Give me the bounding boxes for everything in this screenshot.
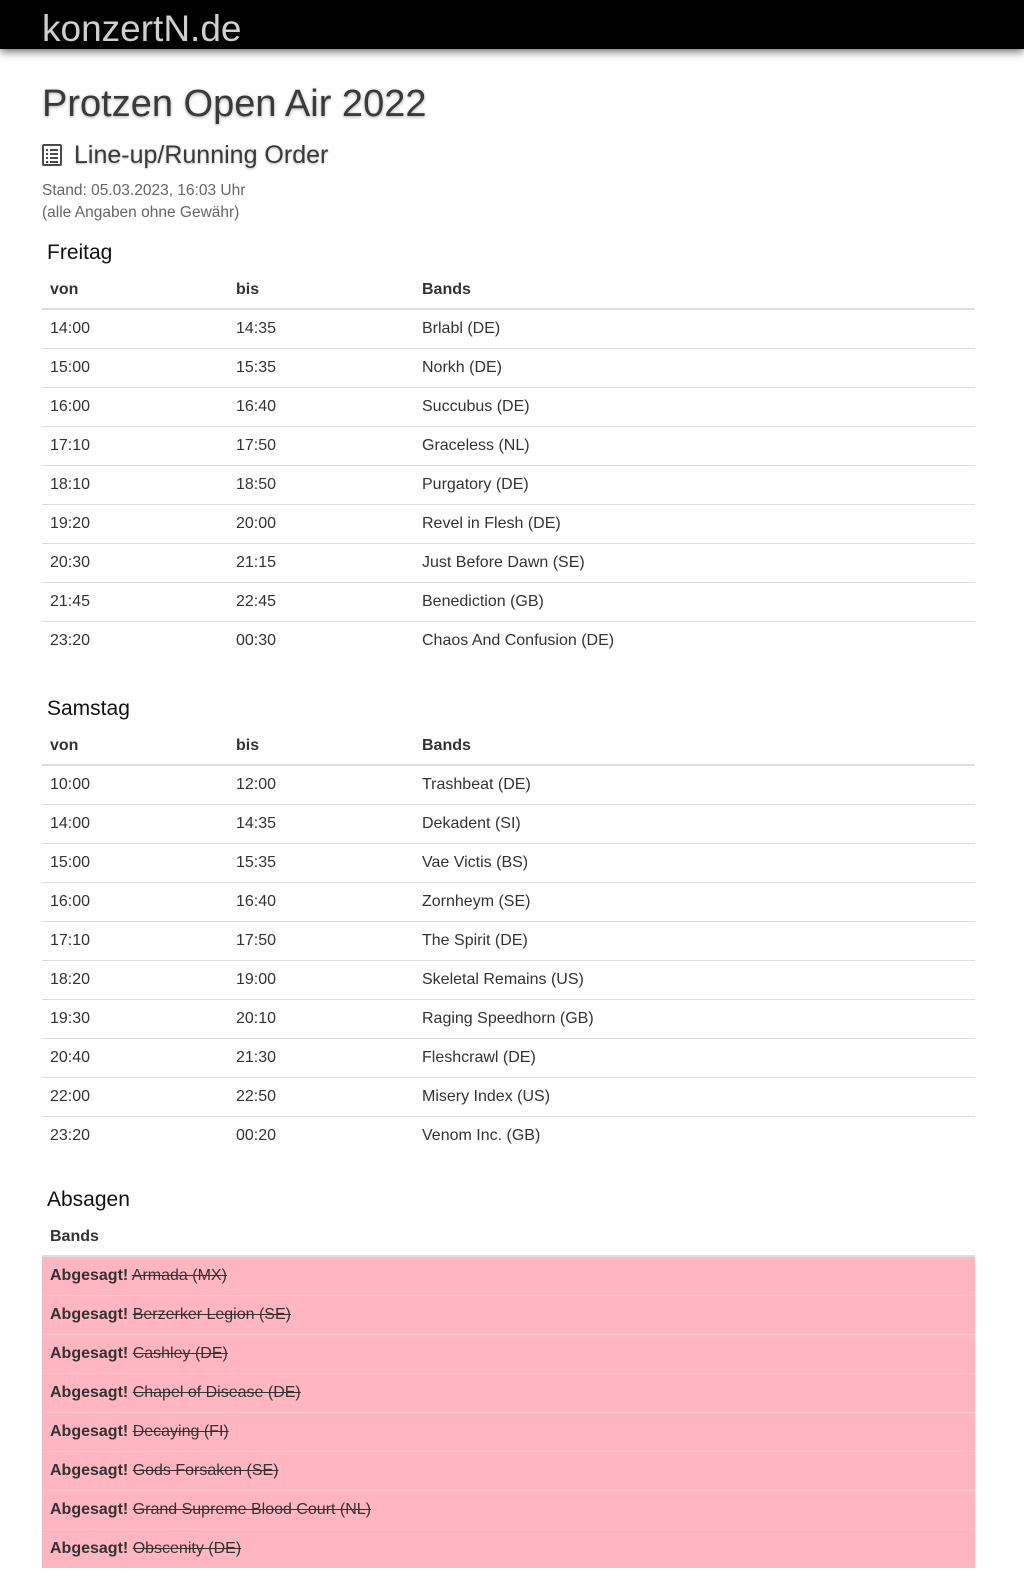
- cell-von: 20:30: [42, 544, 228, 583]
- cell-bis: 14:35: [228, 805, 414, 844]
- table-row: [42, 765, 975, 805]
- column-header-bands: Bands: [414, 272, 975, 309]
- cancelled-label: Abgesagt!: [50, 1267, 129, 1284]
- cancellation-row: [42, 1530, 975, 1569]
- cell-band: Brlabl (DE): [422, 320, 501, 337]
- cell-bis: 15:35: [228, 844, 414, 883]
- cell-von: 22:00: [42, 1078, 228, 1117]
- table-header-row: [42, 728, 975, 765]
- cell-von: 16:00: [42, 883, 228, 922]
- table-row: [42, 1117, 975, 1156]
- cell-von: 19:30: [42, 1000, 228, 1039]
- day-title-samstag: Samstag: [47, 697, 130, 720]
- cell-bis: 22:45: [228, 583, 414, 622]
- cancellation-cell: [42, 1452, 975, 1491]
- cell-band: Zornheym (SE): [414, 883, 975, 922]
- cell-band: Fleshcrawl (DE): [414, 1039, 975, 1078]
- cancellation-cell: [42, 1256, 975, 1296]
- cell-band: Venom Inc. (GB): [414, 1117, 975, 1156]
- table-row: [42, 544, 975, 583]
- cell-bis: 17:50: [228, 427, 414, 466]
- column-header-von: von: [42, 728, 228, 765]
- top-navbar: [0, 0, 1024, 49]
- cancelled-band-name: Chapel of Disease (DE): [132, 1384, 301, 1401]
- main-content: [42, 49, 982, 1568]
- cancelled-label: Abgesagt!: [50, 1306, 129, 1323]
- table-row: [42, 309, 975, 349]
- cancellations-body: [42, 1256, 975, 1568]
- cancellation-cell: [42, 1491, 975, 1530]
- cancelled-label: Abgesagt!: [50, 1384, 129, 1401]
- cell-bis: 22:50: [228, 1078, 414, 1117]
- table-row: [42, 1078, 975, 1117]
- cell-von: 15:00: [42, 349, 228, 388]
- cell-band: Norkh (DE): [414, 349, 975, 388]
- section-title: Line-up/Running Order: [74, 141, 329, 169]
- cell-band: Chaos And Confusion (DE): [414, 622, 975, 661]
- cancelled-label: Abgesagt!: [50, 1423, 129, 1440]
- cell-band: Vae Victis (BS): [414, 844, 975, 883]
- cell-bis: 15:35: [228, 349, 414, 388]
- cell-bis: 20:00: [228, 505, 414, 544]
- cell-band: Purgatory (DE): [414, 466, 975, 505]
- cell-band: Benediction (GB): [414, 583, 975, 622]
- cancelled-label: Abgesagt!: [50, 1462, 129, 1479]
- cancellation-cell: [42, 1530, 975, 1569]
- cancelled-band-name: Grand Supreme Blood Court (NL): [132, 1501, 372, 1518]
- cell-von: 10:00: [50, 776, 91, 793]
- cell-band: Just Before Dawn (SE): [414, 544, 975, 583]
- cell-von: 20:40: [42, 1039, 228, 1078]
- table-row: [42, 388, 975, 427]
- table-header-row: [42, 1219, 975, 1256]
- cancelled-band-name: Cashley (DE): [132, 1345, 228, 1362]
- disclaimer-text: (alle Angaben ohne Gewähr): [42, 204, 240, 221]
- table-row: [42, 1039, 975, 1078]
- column-header-von: von: [42, 272, 228, 309]
- cell-bis: 21:30: [228, 1039, 414, 1078]
- cell-band: Trashbeat (DE): [422, 776, 531, 793]
- cancellation-row: [42, 1413, 975, 1452]
- table-row: [42, 844, 975, 883]
- cell-von: 23:20: [42, 1117, 228, 1156]
- cancelled-band-name: Armada (MX): [131, 1267, 227, 1284]
- cell-band: Graceless (NL): [414, 427, 975, 466]
- cancellation-cell: [42, 1335, 975, 1374]
- cancellation-cell: [42, 1296, 975, 1335]
- cancelled-band-name: Decaying (FI): [132, 1423, 229, 1440]
- day-title-freitag: Freitag: [47, 241, 113, 264]
- cell-band: Raging Speedhorn (GB): [414, 1000, 975, 1039]
- cell-bis: 16:40: [228, 388, 414, 427]
- cell-bis: 00:20: [228, 1117, 414, 1156]
- cell-von: 18:10: [42, 466, 228, 505]
- cell-von: 15:00: [42, 844, 228, 883]
- status-info: [42, 180, 982, 224]
- cell-von: 17:10: [42, 922, 228, 961]
- table-header-row: [42, 272, 975, 309]
- table-row: [42, 583, 975, 622]
- schedule-body-freitag: [42, 309, 975, 660]
- cell-von: 19:20: [42, 505, 228, 544]
- cell-bis: 17:50: [228, 922, 414, 961]
- cancellation-row: [42, 1374, 975, 1413]
- cancelled-band-name: Gods Forsaken (SE): [132, 1462, 279, 1479]
- cell-bis: 16:40: [228, 883, 414, 922]
- cancelled-label: Abgesagt!: [50, 1501, 129, 1518]
- cell-band: Skeletal Remains (US): [414, 961, 975, 1000]
- cancellation-row: [42, 1335, 975, 1374]
- table-row: [42, 922, 975, 961]
- cancelled-label: Abgesagt!: [50, 1345, 129, 1362]
- list-icon: [42, 144, 62, 166]
- cell-von: 21:45: [42, 583, 228, 622]
- page-title: Protzen Open Air 2022: [42, 83, 427, 125]
- cancellations-table: [42, 1219, 975, 1568]
- cancelled-label: Abgesagt!: [50, 1540, 129, 1557]
- cell-bis: 21:15: [228, 544, 414, 583]
- cancellation-cell: [42, 1413, 975, 1452]
- cell-von: 16:00: [42, 388, 228, 427]
- table-row: [42, 622, 975, 661]
- cancellations-title: Absagen: [47, 1188, 130, 1211]
- stand-timestamp: Stand: 05.03.2023, 16:03 Uhr: [42, 182, 246, 199]
- table-row: [42, 883, 975, 922]
- column-header-bis: bis: [228, 272, 414, 309]
- table-row: [42, 427, 975, 466]
- column-header-bands: Bands: [414, 728, 975, 765]
- table-row: [42, 805, 975, 844]
- cell-bis: 20:10: [228, 1000, 414, 1039]
- cell-bis: 19:00: [228, 961, 414, 1000]
- cell-von: 23:20: [42, 622, 228, 661]
- cell-von: 18:20: [42, 961, 228, 1000]
- cell-bis: 00:30: [228, 622, 414, 661]
- table-row: [42, 961, 975, 1000]
- cancelled-band-name: Obscenity (DE): [132, 1540, 242, 1557]
- cell-von: 17:10: [42, 427, 228, 466]
- cancellation-row: [42, 1296, 975, 1335]
- column-header-bands: Bands: [42, 1219, 975, 1256]
- cell-von: 14:00: [42, 805, 228, 844]
- table-row: [42, 349, 975, 388]
- table-row: [42, 466, 975, 505]
- cancellation-row: [42, 1256, 975, 1296]
- column-header-bis: bis: [228, 728, 414, 765]
- cell-bis: 18:50: [228, 466, 414, 505]
- cell-band: The Spirit (DE): [414, 922, 975, 961]
- cancellation-row: [42, 1491, 975, 1530]
- cell-bis: 12:00: [236, 776, 277, 793]
- cancellation-cell: [42, 1374, 975, 1413]
- cell-bis: 14:35: [236, 320, 277, 337]
- cancellation-row: [42, 1452, 975, 1491]
- schedule-body-samstag: [42, 765, 975, 1155]
- table-row: [42, 1000, 975, 1039]
- brand-logo-link[interactable]: konzertN.de: [42, 8, 242, 49]
- cell-von: 14:00: [50, 320, 91, 337]
- cancelled-band-name: Berzerker Legion (SE): [132, 1306, 291, 1323]
- cell-band: Revel in Flesh (DE): [414, 505, 975, 544]
- cell-band: Succubus (DE): [414, 388, 975, 427]
- schedule-table-freitag: [42, 272, 975, 660]
- cell-band: Dekadent (SI): [414, 805, 975, 844]
- schedule-table-samstag: [42, 728, 975, 1155]
- cell-band: Misery Index (US): [414, 1078, 975, 1117]
- section-heading: [42, 140, 982, 170]
- table-row: [42, 505, 975, 544]
